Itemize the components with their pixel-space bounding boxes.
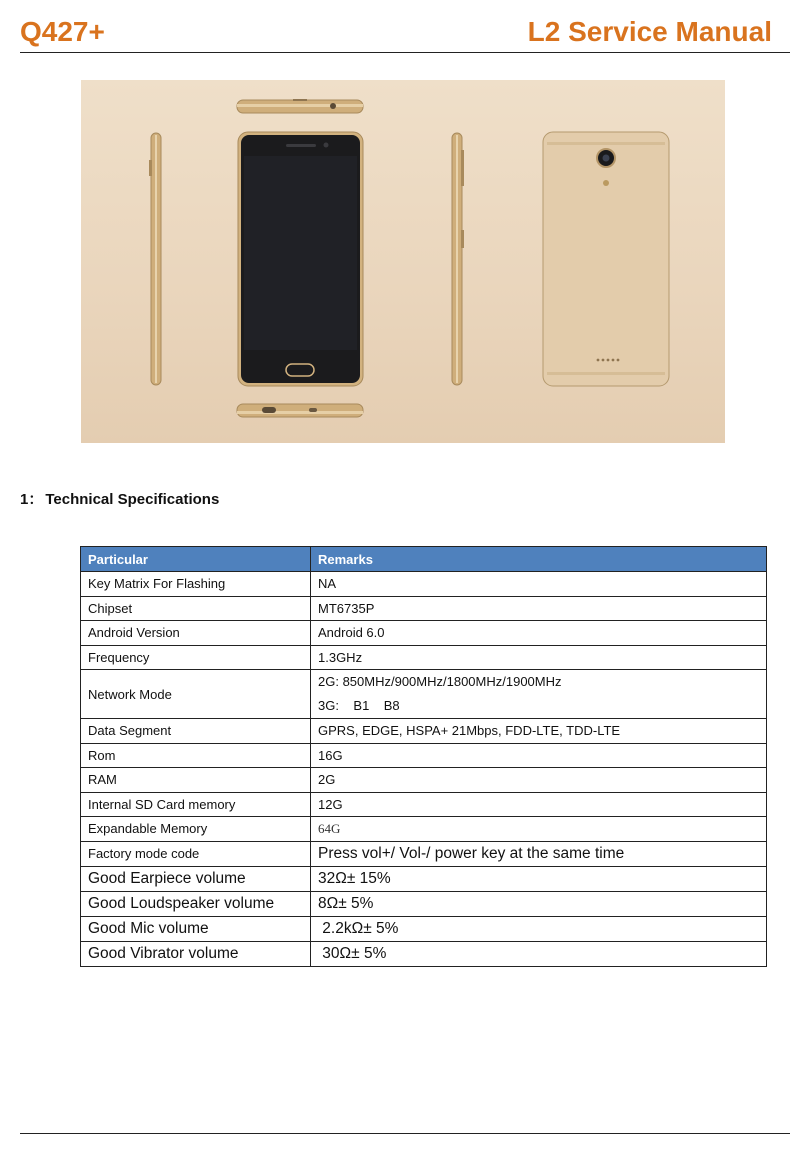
remarks-cell: 8Ω± 5% bbox=[311, 891, 767, 916]
particular-cell: Internal SD Card memory bbox=[81, 792, 311, 817]
particular-cell: Expandable Memory bbox=[81, 817, 311, 842]
phone-top-edge bbox=[237, 99, 363, 113]
table-row bbox=[81, 792, 767, 817]
table-header-row bbox=[81, 547, 767, 572]
column-header-particular: Particular bbox=[81, 547, 311, 572]
phone-back bbox=[543, 132, 669, 386]
footer-divider bbox=[20, 1133, 790, 1134]
table-row bbox=[81, 941, 767, 966]
remarks-cell: 32Ω± 15% bbox=[311, 866, 767, 891]
table-row bbox=[81, 768, 767, 793]
header-divider bbox=[20, 52, 790, 53]
remarks-cell: MT6735P bbox=[311, 596, 767, 621]
remarks-cell: 2G bbox=[311, 768, 767, 793]
table-row bbox=[81, 866, 767, 891]
table-row bbox=[81, 645, 767, 670]
specifications-table bbox=[80, 546, 767, 967]
remarks-cell: 2.2kΩ± 5% bbox=[311, 916, 767, 941]
remarks-cell: GPRS, EDGE, HSPA+ 21Mbps, FDD-LTE, TDD-LTE bbox=[311, 719, 767, 744]
remarks-cell: 16G bbox=[311, 743, 767, 768]
remarks-cell: 30Ω± 5% bbox=[311, 941, 767, 966]
table-row bbox=[81, 891, 767, 916]
remarks-cell: Press vol+/ Vol-/ power key at the same time bbox=[311, 841, 767, 866]
section-title: Technical Specifications bbox=[45, 491, 220, 508]
table-row bbox=[81, 719, 767, 744]
phone-bottom-edge bbox=[237, 404, 363, 417]
manual-title: L2 Service Manual bbox=[527, 16, 772, 47]
column-header-remarks: Remarks bbox=[311, 547, 767, 572]
particular-cell: Factory mode code bbox=[81, 841, 311, 866]
table-row bbox=[81, 670, 767, 719]
particular-cell: Chipset bbox=[81, 596, 311, 621]
network-2g-line: 2G: 850MHz/900MHz/1800MHz/1900MHz bbox=[318, 674, 562, 689]
remarks-cell: 1.3GHz bbox=[311, 645, 767, 670]
table-row bbox=[81, 572, 767, 597]
phone-left-side bbox=[149, 133, 161, 385]
particular-cell: Good Mic volume bbox=[81, 916, 311, 941]
network-3g-line: 3G: B1 B8 bbox=[318, 698, 400, 713]
phone-views-illustration bbox=[81, 80, 725, 443]
product-photo bbox=[81, 80, 725, 443]
particular-cell: Rom bbox=[81, 743, 311, 768]
table-row bbox=[81, 916, 767, 941]
table-row bbox=[81, 817, 767, 842]
phone-front bbox=[238, 132, 363, 386]
remarks-cell: 64G bbox=[311, 817, 767, 842]
particular-cell: Good Loudspeaker volume bbox=[81, 891, 311, 916]
remarks-cell bbox=[311, 670, 767, 719]
table-row bbox=[81, 596, 767, 621]
table-row bbox=[81, 743, 767, 768]
particular-cell: Network Mode bbox=[81, 670, 311, 719]
page-header bbox=[20, 14, 772, 52]
particular-cell: Good Earpiece volume bbox=[81, 866, 311, 891]
section-number: 1： bbox=[20, 491, 44, 508]
particular-cell: Android Version bbox=[81, 621, 311, 646]
section-heading bbox=[20, 488, 219, 509]
remarks-cell: Android 6.0 bbox=[311, 621, 767, 646]
particular-cell: Good Vibrator volume bbox=[81, 941, 311, 966]
table-row bbox=[81, 621, 767, 646]
particular-cell: Data Segment bbox=[81, 719, 311, 744]
particular-cell: Key Matrix For Flashing bbox=[81, 572, 311, 597]
remarks-cell: 12G bbox=[311, 792, 767, 817]
table-row bbox=[81, 841, 767, 866]
particular-cell: RAM bbox=[81, 768, 311, 793]
remarks-cell: NA bbox=[311, 572, 767, 597]
model-title: Q427+ bbox=[20, 16, 105, 47]
particular-cell: Frequency bbox=[81, 645, 311, 670]
phone-right-side bbox=[452, 133, 464, 385]
